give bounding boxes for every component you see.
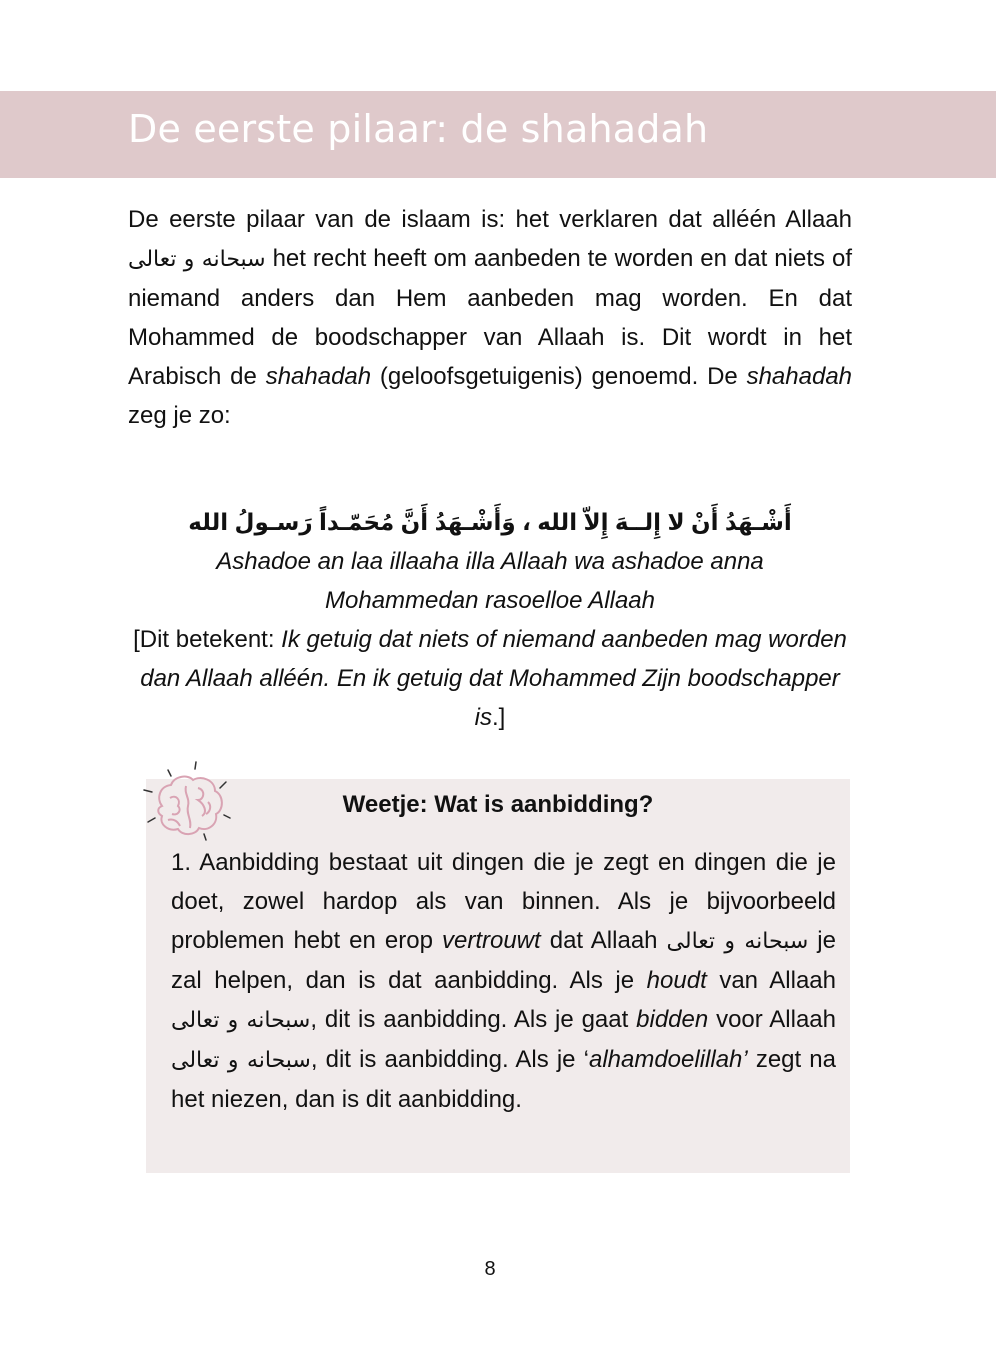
fact-term-2: houdt: [646, 967, 707, 994]
fact-text-2: dat Allaah: [540, 927, 667, 954]
shahadah-transliteration-1: Ashadoe an laa illaaha illa Allaah wa ashadoe anna: [216, 548, 764, 575]
fact-text-8: zegt na het niezen, dan is dit aanbidding.: [171, 1046, 836, 1113]
intro-text-1: De eerste pilaar van de islaam is: het verklaren dat alléén Allaah: [128, 206, 852, 233]
fact-box: [146, 779, 850, 1173]
fact-box-text: [171, 843, 836, 1119]
intro-text-2: het recht heeft om aanbeden te worden en dat niets of niemand anders dan Hem aanbeden mag worden. En dat Mohammed de boodschapper van Allaah is. Dit wordt in het Arabisch de: [128, 245, 852, 390]
fact-text-3: je zal helpen, dan is dat aanbidding. Als je: [171, 927, 836, 994]
page-number: 8: [484, 1258, 496, 1280]
intro-text-3: (geloofsgetuigenis) genoemd. De: [371, 363, 747, 390]
fact-text-6: voor Allaah: [708, 1006, 836, 1033]
shahadah-meaning: [128, 620, 852, 737]
fact-arabic-2: سبحانه و تعالى: [171, 1008, 311, 1033]
meaning-prefix: [Dit betekent:: [133, 626, 282, 653]
fact-arabic-1: سبحانه و تعالى: [666, 929, 809, 954]
chapter-header: [0, 91, 996, 178]
fact-text-1: 1. Aanbidding bestaat uit dingen die je zegt en dingen die je doet, zowel hardop als van binnen. Als je bijvoorbeeld problemen hebt en erop: [171, 849, 836, 954]
fact-term-4: alhamdoelillah’: [588, 1046, 748, 1073]
meaning-text: Ik getuig dat niets of niemand aanbeden mag worden dan Allaah alléén. En ik getuig dat Mohammed Zijn boodschapper is: [140, 626, 847, 731]
intro-arabic-honorific: سبحانه و تعالى: [128, 247, 266, 272]
fact-text-5: , dit is aanbidding. Als je gaat: [310, 1006, 637, 1033]
chapter-title: De eerste pilaar: de shahadah: [128, 107, 709, 151]
brain-icon: [138, 758, 238, 848]
intro-text-4: zeg je zo:: [128, 402, 231, 429]
meaning-suffix: .]: [492, 704, 506, 731]
shahadah-transliteration-2: Mohammedan rasoelloe Allaah: [325, 587, 655, 614]
fact-term-1: vertrouwt: [441, 927, 541, 954]
intro-term-2: shahadah: [746, 363, 853, 390]
fact-term-3: bidden: [636, 1006, 709, 1033]
shahadah-block: [128, 503, 852, 737]
intro-term-1: shahadah: [265, 363, 372, 390]
fact-text-4: van Allaah: [706, 967, 836, 994]
fact-arabic-3: سبحانه و تعالى: [171, 1048, 311, 1073]
shahadah-arabic: أَشْـهَدُ أَنْ لا إِلــهَ إِلاّ الله ، وَأَشْـهَدُ أَنَّ مُحَمّـداً رَسـولُ الله: [188, 509, 792, 535]
intro-paragraph: [128, 200, 852, 435]
fact-text-7: , dit is aanbidding. Als je ‘: [310, 1046, 589, 1073]
fact-box-title: Weetje: Wat is aanbidding?: [342, 791, 654, 818]
